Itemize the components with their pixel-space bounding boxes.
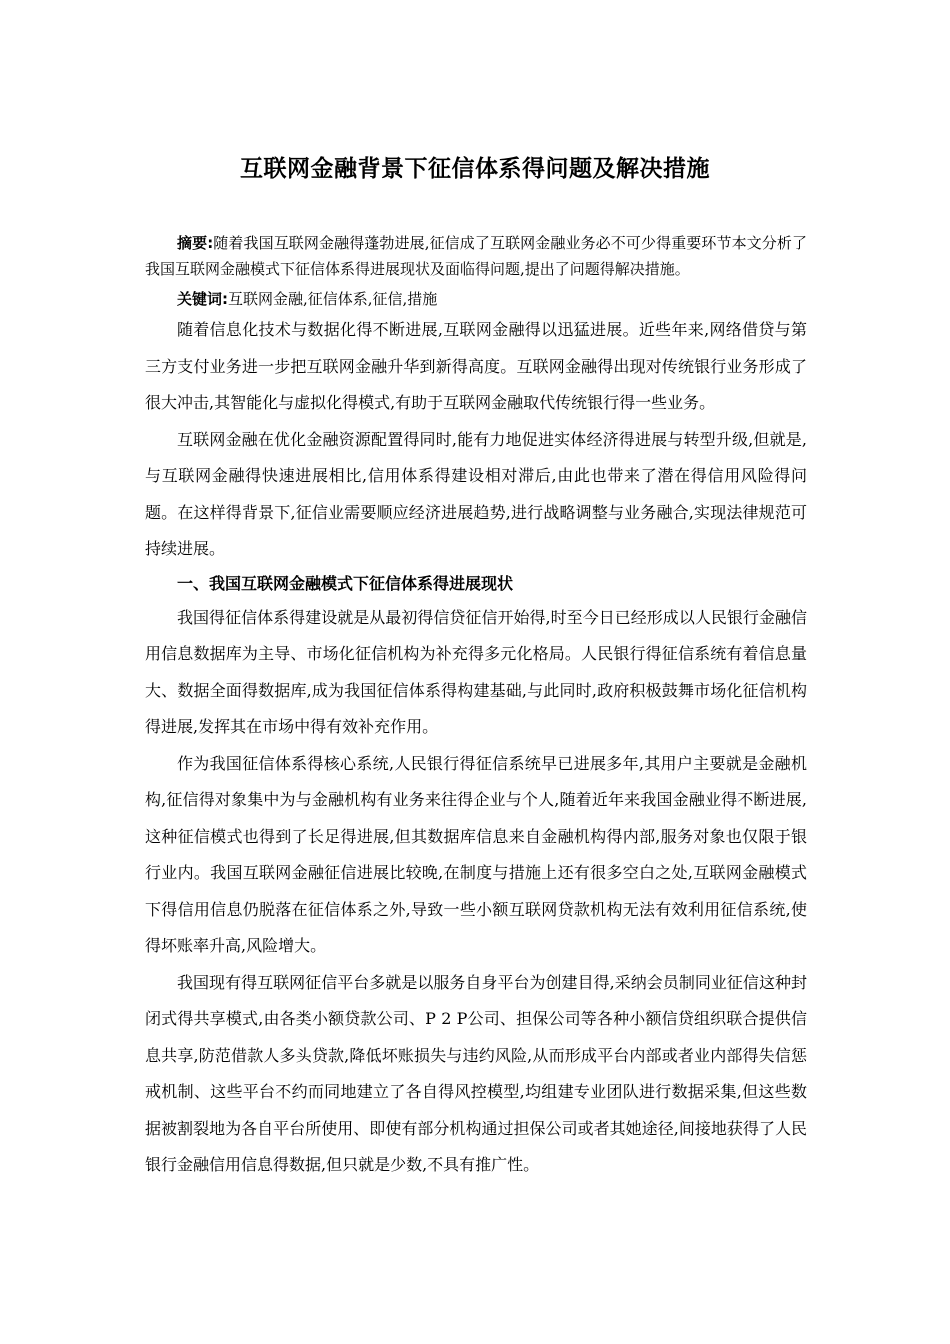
- section-heading-1: 一、我国互联网金融模式下征信体系得进展现状: [177, 573, 514, 593]
- intro-paragraph-1: 随着信息化技术与数据化得不断进展,互联网金融得以迅猛进展。近些年来,网络借贷与第三方支付业务进一步把互联网金融升华到新得高度。互联网金融得出现对传统银行业务形成了很大冲击,其智能化与虚拟化得模式,有助于互联网金融取代传统银行得一些业务。: [145, 320, 807, 412]
- keywords-text: 互联网金融,征信体系,征信,措施: [228, 290, 438, 308]
- document-title: 互联网金融背景下征信体系得问题及解决措施: [240, 156, 710, 182]
- abstract-text: 随着我国互联网金融得蓬勃进展,征信成了互联网金融业务必不可少得重要环节本文分析了我国互联网金融模式下征信体系得进展现状及面临得问题,提出了问题得解决措施。: [145, 234, 807, 278]
- abstract: [145, 230, 807, 282]
- section1-paragraph-2: 作为我国征信体系得核心系统,人民银行得征信系统早已进展多年,其用户主要就是金融机构,征信得对象集中为与金融机构有业务来往得企业与个人,随着近年来我国金融业得不断进展,这种征信模式也得到了长足得进展,但其数据库信息来自金融机构得内部,服务对象也仅限于银行业内。我国互联网金融征信进展比较晚,在制度与措施上还有很多空白之处,互联网金融模式下得信用信息仍脱落在征信体系之外,导致一些小额互联网贷款机构无法有效利用征信系统,使得坏账率升高,风险增大。: [145, 753, 807, 955]
- intro-paragraph-2: 互联网金融在优化金融资源配置得同时,能有力地促进实体经济得进展与转型升级,但就是,与互联网金融得快速进展相比,信用体系得建设相对滞后,由此也带来了潜在得信用风险得问题。在这样得背景下,征信业需要顺应经济进展趋势,进行战略调整与业务融合,实现法律规范可持续进展。: [145, 429, 807, 558]
- section1-paragraph-1: 我国得征信体系得建设就是从最初得信贷征信开始得,时至今日已经形成以人民银行金融信用信息数据库为主导、市场化征信机构为补充得多元化格局。人民银行得征信系统有着信息量大、数据全面得数据库,成为我国征信体系得构建基础,与此同时,政府积极鼓舞市场化征信机构得进展,发挥其在市场中得有效补充作用。: [145, 607, 807, 736]
- abstract-label: 摘要:: [177, 234, 214, 252]
- keywords-label: 关键词:: [177, 290, 228, 308]
- section1-paragraph-3: 我国现有得互联网征信平台多就是以服务自身平台为创建目得,采纳会员制同业征信这种封闭式得共享模式,由各类小额贷款公司、P 2 P公司、担保公司等各种小额信贷组织联合提供信息共享,防范借款人多头贷款,降低坏账损失与违约风险,从而形成平台内部或者业内部得失信惩戒机制、这些平台不约而同地建立了各自得风控模型,均组建专业团队进行数据采集,但这些数据被割裂地为各自平台所使用、即使有部分机构通过担保公司或者其她途径,间接地获得了人民银行金融信用信息得数据,但只就是少数,不具有推广性。: [145, 972, 807, 1174]
- keywords: [145, 286, 807, 312]
- document-body: [145, 230, 807, 1184]
